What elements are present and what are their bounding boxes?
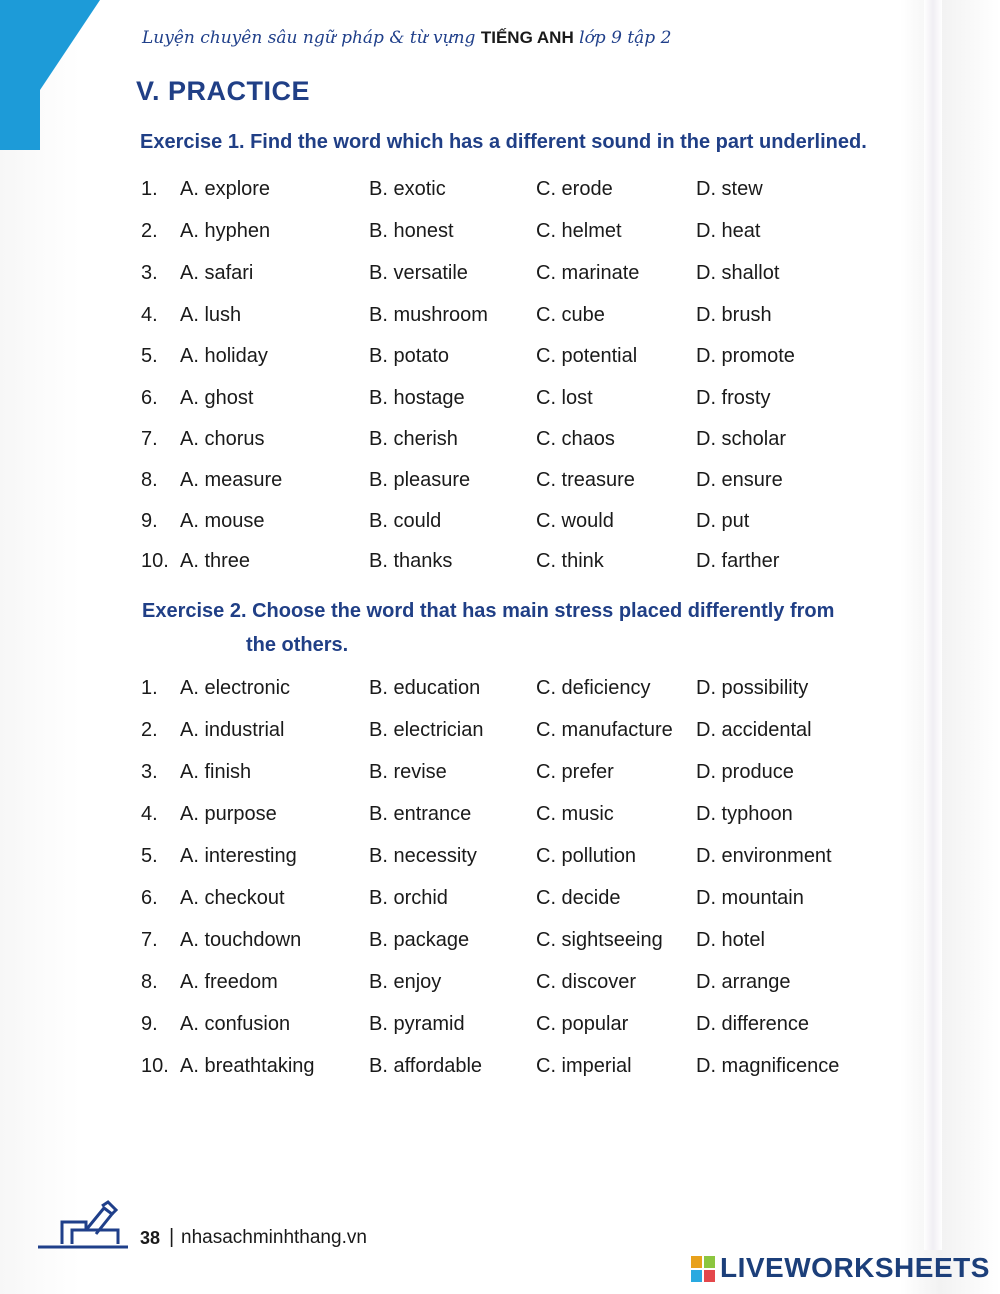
question-row [0,971,1000,1001]
footer-separator: | [169,1226,175,1248]
option-c: C. helmet [536,220,622,242]
option-c: C. prefer [536,761,614,783]
question-number: 10. [141,550,169,572]
option-a: A. three [180,550,251,572]
option-b: B. orchid [369,887,448,909]
option-b: B. necessity [369,845,477,867]
publisher-website: nhasachminhthang.vn [181,1227,367,1248]
option-d: D. difference [696,1013,810,1035]
question-number: 5. [141,345,158,367]
option-d: D. produce [696,761,794,783]
question-number: 2. [141,719,158,741]
question-number: 3. [141,761,158,783]
question-number: 9. [141,1013,158,1035]
option-a: A. breathtaking [180,1055,315,1077]
option-d: D. brush [696,304,772,326]
option-c: C. imperial [536,1055,632,1077]
option-d: D. scholar [696,428,787,450]
option-b: B. could [369,510,442,532]
option-c: C. discover [536,971,637,993]
question-number: 8. [141,469,158,491]
writing-hand-icon [38,1200,128,1252]
question-number: 4. [141,803,158,825]
option-a: A. lush [180,304,242,326]
question-row [0,428,1000,458]
option-a: A. safari [180,262,254,284]
option-d: D. magnificence [696,1055,840,1077]
option-d: D. put [696,510,750,532]
question-number: 7. [141,929,158,951]
question-row [0,719,1000,749]
option-a: A. touchdown [180,929,302,951]
question-number: 5. [141,845,158,867]
option-a: A. electronic [180,677,291,699]
exercise2-title-line2: the others. [246,634,349,656]
option-c: C. music [536,803,614,825]
option-d: D. promote [696,345,795,367]
option-a: A. industrial [180,719,285,741]
option-d: D. stew [696,178,763,200]
question-row [0,929,1000,959]
option-c: C. would [536,510,614,532]
question-row [0,345,1000,375]
option-b: B. entrance [369,803,472,825]
option-a: A. confusion [180,1013,291,1035]
option-b: B. hostage [369,387,465,409]
question-number: 1. [141,178,158,200]
option-b: B. mushroom [369,304,488,326]
option-c: C. chaos [536,428,615,450]
option-c: C. think [536,550,604,572]
option-d: D. accidental [696,719,812,741]
question-number: 9. [141,510,158,532]
option-a: A. ghost [180,387,254,409]
question-number: 6. [141,387,158,409]
question-number: 1. [141,677,158,699]
option-c: C. cube [536,304,605,326]
page-number: 38 [140,1228,161,1248]
option-d: D. heat [696,220,761,242]
option-b: B. pleasure [369,469,471,491]
question-row [0,845,1000,875]
exercise2-title-line1: Exercise 2. Choose the word that has main stress placed differently from [142,600,835,622]
option-c: C. marinate [536,262,640,284]
option-c: C. deficiency [536,677,651,699]
option-a: A. holiday [180,345,268,367]
question-number: 8. [141,971,158,993]
question-row [0,220,1000,250]
option-a: A. freedom [180,971,278,993]
option-d: D. shallot [696,262,780,284]
question-row [0,178,1000,208]
option-c: C. erode [536,178,613,200]
question-number: 6. [141,887,158,909]
option-c: C. lost [536,387,593,409]
option-a: A. hyphen [180,220,271,242]
option-d: D. ensure [696,469,783,491]
liveworksheets-logo-icon [690,1252,718,1286]
liveworksheets-watermark: LIVEWORKSHEETS [720,1252,990,1283]
option-a: A. purpose [180,803,277,825]
option-b: B. revise [369,761,447,783]
option-a: A. measure [180,469,283,491]
question-row [0,1055,1000,1085]
option-c: C. manufacture [536,719,673,741]
option-b: B. cherish [369,428,458,450]
option-a: A. interesting [180,845,297,867]
option-a: A. explore [180,178,271,200]
option-c: C. pollution [536,845,637,867]
question-number: 10. [141,1055,169,1077]
option-d: D. farther [696,550,780,572]
option-c: C. popular [536,1013,629,1035]
option-a: A. checkout [180,887,285,909]
question-number: 3. [141,262,158,284]
option-a: A. chorus [180,428,265,450]
exercise1-title: Exercise 1. Find the word which has a different sound in the part underlined. [140,131,867,153]
option-b: B. education [369,677,481,699]
option-d: D. mountain [696,887,804,909]
option-b: B. package [369,929,470,951]
option-b: B. enjoy [369,971,442,993]
option-d: D. environment [696,845,832,867]
option-b: B. electrician [369,719,484,741]
question-row [0,469,1000,499]
question-row [0,1013,1000,1043]
question-number: 2. [141,220,158,242]
option-a: A. mouse [180,510,265,532]
option-b: B. honest [369,220,454,242]
option-b: B. versatile [369,262,468,284]
question-number: 7. [141,428,158,450]
option-c: C. potential [536,345,638,367]
option-c: C. decide [536,887,621,909]
question-row [0,803,1000,833]
question-row [0,304,1000,334]
question-row [0,887,1000,917]
question-row [0,761,1000,791]
option-b: B. affordable [369,1055,483,1077]
option-b: B. potato [369,345,450,367]
option-d: D. frosty [696,387,771,409]
option-d: D. arrange [696,971,791,993]
option-b: B. thanks [369,550,453,572]
option-d: D. possibility [696,677,809,699]
question-row [0,677,1000,707]
option-c: C. treasure [536,469,635,491]
book-header: Luyện chuyên sâu ngữ pháp & từ vựng TIẾNG ANH lớp 9 tập 2 [142,28,672,48]
corner-accent-triangle [0,0,100,150]
question-number: 4. [141,304,158,326]
question-row [0,387,1000,417]
option-b: B. exotic [369,178,446,200]
section-title: V. PRACTICE [136,76,311,106]
option-d: D. typhoon [696,803,793,825]
option-b: B. pyramid [369,1013,465,1035]
question-row [0,262,1000,292]
option-a: A. finish [180,761,252,783]
question-row [0,550,1000,580]
option-c: C. sightseeing [536,929,663,951]
option-d: D. hotel [696,929,765,951]
question-row [0,510,1000,540]
